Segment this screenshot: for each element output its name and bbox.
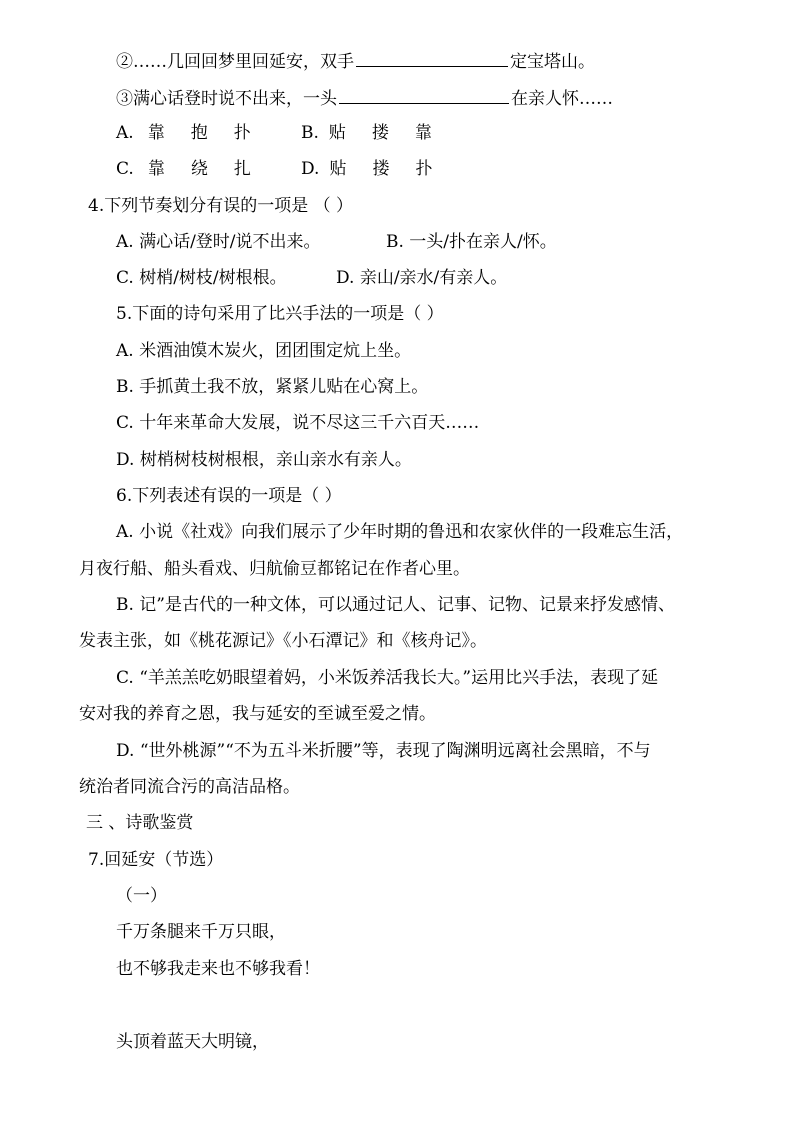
q3-option-d-word-2: 搂 — [372, 159, 390, 179]
q6-option-c-line-2: 安对我的养育之恩，我与延安的至诚至爱之情。 — [79, 704, 436, 724]
q3-option-d — [301, 158, 432, 180]
q3-item-2-suffix: 定宝塔山。 — [510, 52, 595, 72]
q3-option-d-label: D. — [301, 159, 320, 179]
q4-option-d: D. 亲山/亲水/有亲人。 — [336, 268, 508, 288]
q4-option-a: A. 满心话/登时/说不出来。 — [116, 232, 321, 252]
q7-part-label: （一） — [116, 886, 167, 906]
q7-stem: 7.回延安（节选） — [88, 850, 224, 870]
q3-item-3-suffix: 在亲人怀…… — [511, 89, 613, 109]
q3-option-b-word-1: 贴 — [328, 123, 346, 143]
q3-item-3-prefix: ③满心话登时说不出来，一头 — [116, 89, 337, 109]
q3-option-b-label: B. — [301, 123, 319, 143]
q5-option-c: C. 十年来革命大发展，说不尽这三千六百天…… — [116, 413, 480, 433]
q4-stem: 4.下列节奏划分有误的一项是 （ ） — [88, 196, 354, 216]
q7-poem-line-1: 千万条腿来千万只眼， — [116, 922, 286, 942]
q3-option-d-word-3: 扑 — [415, 159, 433, 179]
q5-option-b: B. 手抓黄土我不放，紧紧儿贴在心窝上。 — [116, 377, 429, 397]
section-3-heading: 三 、诗歌鉴赏 — [86, 813, 194, 833]
q3-option-c-word-2: 绕 — [190, 159, 208, 179]
q3-option-a-word-1: 靠 — [147, 123, 165, 143]
q3-option-d-word-1: 贴 — [329, 159, 347, 179]
q6-option-a-line-1: A. 小说《社戏》向我们展示了少年时期的鲁迅和农家伙伴的一段难忘生活， — [116, 522, 684, 542]
q3-option-c-word-1: 靠 — [147, 159, 165, 179]
q3-option-a-word-2: 抱 — [190, 123, 208, 143]
q7-poem-line-2: 也不够我走来也不够我看！ — [116, 959, 320, 979]
q5-stem: 5.下面的诗句采用了比兴手法的一项是（ ） — [116, 304, 444, 324]
q3-option-a — [116, 122, 251, 144]
q6-stem: 6.下列表述有误的一项是（ ） — [116, 486, 342, 506]
q3-item-2-blank — [356, 49, 508, 67]
q6-option-b-line-1: B. 记”是古代的一种文体，可以通过记人、记事、记物、记景来抒发感情、 — [116, 595, 675, 615]
q6-option-c-line-1: C. “羊羔羔吃奶眼望着妈，小米饭养活我长大。”运用比兴手法，表现了延 — [116, 668, 659, 688]
q6-option-a-line-2: 月夜行船、船头看戏、归航偷豆都铭记在作者心里。 — [79, 559, 470, 579]
q4-option-b: B. 一头/扑在亲人/怀。 — [386, 232, 557, 252]
q7-poem-line-3: 头顶着蓝天大明镜， — [116, 1032, 269, 1052]
q3-option-b-word-2: 搂 — [371, 123, 389, 143]
q3-option-a-word-3: 扑 — [233, 123, 251, 143]
q3-option-c-word-3: 扎 — [233, 159, 251, 179]
q3-option-a-label: A. — [116, 123, 134, 143]
q3-item-2-prefix: ②……几回回梦里回延安，双手 — [116, 52, 354, 72]
q6-option-d-line-2: 统治者同流合污的高洁品格。 — [79, 777, 300, 797]
q6-option-b-line-2: 发表主张，如《桃花源记》《小石潭记》和《核舟记》。 — [79, 631, 487, 651]
q3-item-3 — [116, 86, 613, 110]
q6-option-d-line-1: D. “世外桃源”“不为五斗米折腰”等，表现了陶渊明远离社会黑暗，不与 — [116, 741, 651, 761]
q4-option-c: C. 树梢/树枝/树根根。 — [116, 268, 287, 288]
q3-option-b — [301, 122, 432, 144]
q3-option-b-word-3: 靠 — [414, 123, 432, 143]
q5-option-a: A. 米酒油馍木炭火，团团围定炕上坐。 — [116, 341, 412, 361]
q3-item-2 — [116, 49, 595, 73]
q5-option-d: D. 树梢树枝树根根，亲山亲水有亲人。 — [116, 450, 412, 470]
q3-option-c — [116, 158, 251, 180]
q3-option-c-label: C. — [116, 159, 134, 179]
q3-item-3-blank — [339, 86, 509, 104]
